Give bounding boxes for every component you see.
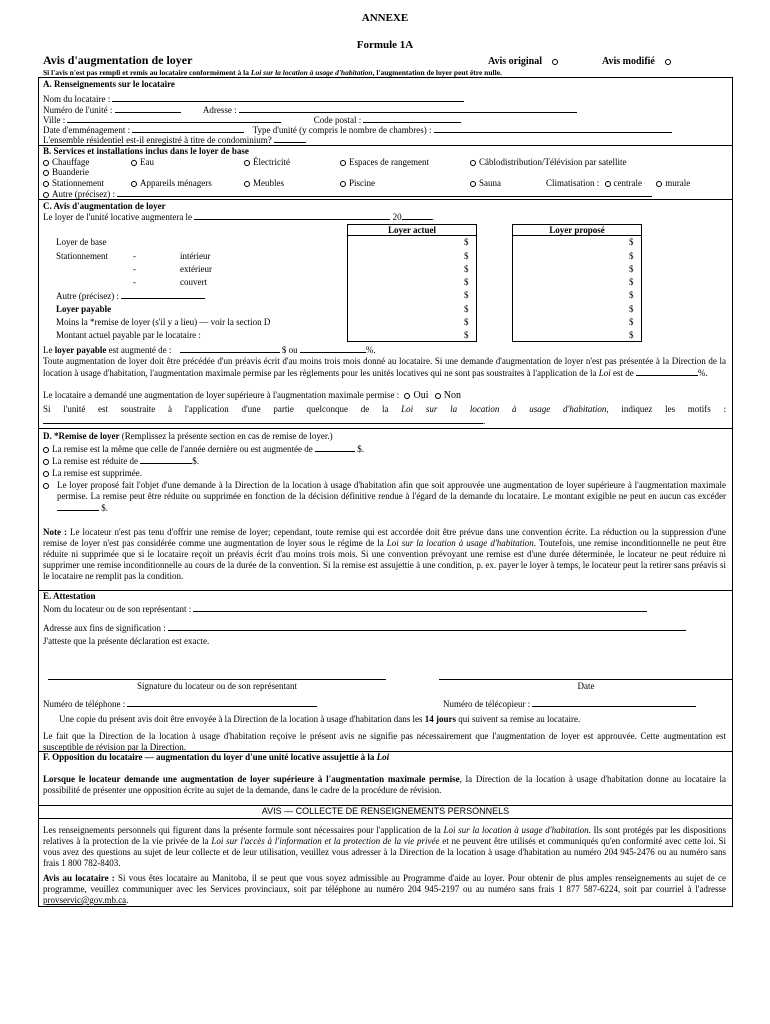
preavis-paragraph bbox=[43, 356, 726, 379]
loyer-propose-dollar-1[interactable]: $ bbox=[629, 251, 634, 261]
centrale-label: centrale bbox=[613, 178, 642, 188]
aug-pct: %. bbox=[365, 345, 376, 355]
avis-p2-text: Si vous êtes locataire au Manitoba, il se peut que vous soyez admissible au Programme d'aide au loyer. Pour obtenir de plus amples renseignements au sujet de ce programme, veuillez communiquer avec les Services provinciaux, soit par téléphone au numéro 204 945-2197 ou au numéro sans frais 1 877 587-6224, soit par courriel à l'adresse bbox=[43, 873, 726, 894]
avis-original-label: Avis original bbox=[488, 56, 542, 67]
remise-opt2[interactable] bbox=[43, 455, 199, 467]
climatisation-label: Climatisation : bbox=[546, 178, 600, 188]
p1-end: est de bbox=[610, 368, 634, 378]
signature-line bbox=[48, 679, 386, 680]
dash: - bbox=[133, 277, 136, 287]
avis-p2-label: Avis au locataire : bbox=[43, 873, 115, 883]
augmentation-percent-field[interactable] bbox=[300, 344, 366, 353]
aug-bold: loyer payable bbox=[54, 345, 107, 355]
augmentation-intro: Le loyer de l'unité locative augmentera le bbox=[43, 212, 193, 222]
loyer-actuel-dollar-3[interactable]: $ bbox=[464, 277, 469, 287]
espaces-radio[interactable] bbox=[340, 160, 346, 166]
annexe-title: ANNEXE bbox=[361, 12, 409, 24]
p1-text: Toute augmentation de loyer doit être précédée d'un préavis écrit d'au moins trois mois donné au locataire. Si une demande d'augmentation de loyer n'est pas présentée à la Direction de la location à usage d'habitation, l'augmentation maximale permise par les règlements pour les unités locatives qui ne sont pas soustraites à l'application de la bbox=[43, 356, 726, 378]
dash: - bbox=[133, 251, 136, 261]
remise-opt3-radio[interactable] bbox=[43, 471, 49, 477]
remise-opt1-radio[interactable] bbox=[43, 447, 49, 453]
adresse-signification-row bbox=[43, 622, 686, 634]
autre-service-radio[interactable] bbox=[43, 192, 49, 198]
espaces-option[interactable] bbox=[340, 157, 429, 168]
avis-p2-end: . bbox=[126, 895, 129, 905]
signature-label: Signature du locateur ou de son représentant bbox=[137, 681, 297, 691]
section-f-title: F. Opposition du locataire — augmentation du loyer d'une unité locative assujettie à la bbox=[43, 752, 377, 762]
eau-option[interactable] bbox=[131, 157, 154, 168]
condo-label: L'ensemble résidentiel est-il enregistré à titre de condominium? bbox=[43, 135, 272, 145]
loyer-propose-dollar-6[interactable]: $ bbox=[629, 317, 634, 327]
murale-label: murale bbox=[665, 178, 691, 188]
augmentation-date-field[interactable] bbox=[194, 211, 390, 220]
remise-opt2-radio[interactable] bbox=[43, 459, 49, 465]
aug-ou: $ ou bbox=[281, 345, 298, 355]
buanderie-option[interactable] bbox=[43, 167, 89, 178]
appareils-label: Appareils ménagers bbox=[140, 178, 212, 188]
espaces-label: Espaces de rangement bbox=[349, 157, 429, 167]
loyer-propose-dollar-7[interactable]: $ bbox=[629, 330, 634, 340]
loyer-actuel-dollar-6[interactable]: $ bbox=[464, 317, 469, 327]
autre-loyer-row bbox=[56, 290, 205, 302]
aug-part: est augmenté de : bbox=[106, 345, 172, 355]
loyer-actuel-dollar-7[interactable]: $ bbox=[464, 330, 469, 340]
remise-opt4-field[interactable] bbox=[57, 502, 99, 511]
appareils-radio[interactable] bbox=[131, 181, 137, 187]
sous-text: Si l'unité est soustraite à l'application d'une partie quelconque de la bbox=[43, 404, 402, 414]
remise-opt2-label: La remise est réduite de bbox=[52, 456, 138, 466]
non-label: Non bbox=[443, 390, 461, 401]
section-b-heading: B. Services et installations inclus dans le loyer de base bbox=[43, 146, 249, 156]
autre-loyer-field[interactable] bbox=[121, 290, 205, 299]
subtitle-part: Si l'avis n'est pas rempli et remis au locataire conformément à la bbox=[43, 68, 251, 77]
avis-paragraph-1 bbox=[43, 825, 726, 869]
section-e-heading: E. Attestation bbox=[43, 591, 96, 601]
subtitle-law: Loi sur la location à usage d'habitation bbox=[250, 68, 373, 77]
loyer-propose-dollar-0[interactable]: $ bbox=[629, 237, 634, 247]
telephone-field[interactable] bbox=[127, 698, 317, 707]
adresse-signification-field[interactable] bbox=[168, 622, 686, 631]
note-text: . Toutefois, une remise inconditionnelle ne peut être réduite ni supprimée que si le locataire reçoit un préavis écrit d'au moins trois mois. Si une convention prévoyant une remise est d'une durée déterminée, le locateur ne peut réduire ni supprimer une remise inconditionnelle au cours de la durée de la convention. Si la remise est assujettie à une condition, p. ex. payer le loyer à temps, le locateur peut la retirer sans préavis si le locataire ne remplit pas la condition. bbox=[43, 538, 726, 581]
sous-text: , indiquez les motifs : bbox=[606, 404, 727, 414]
numero-unite-label: Numéro de l'unité : bbox=[43, 105, 113, 115]
fait-paragraph: Le fait que la Direction de la location à usage d'habitation reçoive le présent avis ne signifie pas nécessairement que l'augmentation de loyer est approuvée. Cette augmentation est susceptible de révision par la Direction. bbox=[43, 731, 726, 752]
ville-label: Ville : bbox=[43, 115, 66, 125]
sauna-radio[interactable] bbox=[470, 181, 476, 187]
augmentation-date-row: Le loyer de l'unité locative augmentera le 20 . bbox=[43, 212, 434, 222]
avis-p1-loi2: Loi sur l'accès à l'information et la protection de la vie privée bbox=[211, 836, 440, 846]
cable-option[interactable] bbox=[470, 157, 626, 168]
loyer-propose-dollar-3[interactable]: $ bbox=[629, 277, 634, 287]
loyer-actuel-dollar-5[interactable]: $ bbox=[464, 304, 469, 314]
radio-circle[interactable] bbox=[43, 483, 49, 489]
subtitle-part: , l'augmentation de loyer peut être nulle. bbox=[372, 68, 502, 77]
divider bbox=[38, 818, 733, 819]
motifs-field[interactable] bbox=[43, 415, 483, 424]
augmentation-amount-field[interactable] bbox=[180, 344, 280, 353]
adresse-label: Adresse : bbox=[202, 105, 237, 115]
stationnement-label: Stationnement bbox=[56, 251, 108, 261]
loyer-propose-dollar-4[interactable]: $ bbox=[629, 290, 634, 300]
p1-pct: %. bbox=[697, 368, 708, 378]
ville-field[interactable] bbox=[67, 114, 281, 123]
chauffage-radio[interactable] bbox=[43, 160, 49, 166]
piscine-label: Piscine bbox=[349, 178, 375, 188]
exterieur-label: extérieur bbox=[180, 264, 212, 274]
telecopieur-label: Numéro de télécopieur : bbox=[443, 699, 531, 709]
avis-original-radio[interactable] bbox=[552, 59, 558, 65]
code-postal-label: Code postal : bbox=[313, 115, 362, 125]
cable-label: Câblodistribution/Télévision par satellite bbox=[479, 157, 627, 167]
avis-p1-text: Les renseignements personnels qui figurent dans la présente formule sont nécessaires pour l'application de la bbox=[43, 825, 444, 835]
copie-text bbox=[59, 714, 580, 725]
year-prefix: 20 bbox=[392, 212, 402, 222]
interieur-label: intérieur bbox=[180, 251, 211, 261]
type-unite-label: Type d'unité (y compris le nombre de chambres) : bbox=[252, 125, 432, 135]
loyer-actuel-header: Loyer actuel bbox=[387, 225, 437, 235]
adresse-field[interactable] bbox=[239, 104, 577, 113]
section-d-title: D. *Remise de loyer bbox=[43, 431, 120, 441]
remise-label: Moins la *remise de loyer (s'il y a lieu) — voir la section D bbox=[56, 317, 271, 327]
demande-row bbox=[43, 390, 461, 401]
sous-loi: Loi sur la location à usage d'habitation bbox=[401, 404, 607, 414]
eau-label: Eau bbox=[140, 157, 154, 167]
electricite-radio[interactable] bbox=[244, 160, 250, 166]
condo-field[interactable] bbox=[274, 134, 306, 143]
section-d-heading bbox=[43, 431, 333, 442]
telecopieur-field[interactable] bbox=[532, 698, 696, 707]
form-title: Avis d'augmentation de loyer bbox=[43, 53, 193, 67]
adresse-signification-label: Adresse aux fins de signification : bbox=[43, 623, 166, 633]
avis-modifie-radio[interactable] bbox=[665, 59, 671, 65]
note-loi: Loi sur la location à usage d'habitation bbox=[386, 538, 534, 548]
remise-opt2-end: $. bbox=[192, 456, 199, 466]
remise-opt1-end: $. bbox=[357, 444, 364, 454]
chauffage-label: Chauffage bbox=[52, 157, 90, 167]
montant-actuel-label: Montant actuel payable par le locataire : bbox=[56, 330, 201, 340]
telephone-row bbox=[43, 698, 317, 710]
eau-radio[interactable] bbox=[131, 160, 137, 166]
telephone-label: Numéro de téléphone : bbox=[43, 699, 126, 709]
augmentation-max-field[interactable] bbox=[636, 367, 698, 376]
electricite-label: Électricité bbox=[253, 157, 290, 167]
section-d-note: (Remplissez la présente section en cas de remise de loyer.) bbox=[119, 431, 333, 441]
opposition-text: , la Direction de la location à usage d'habitation donne au locataire la possibilité de présenter une opposition écrite au sujet de la demande, dans le cadre de la procédure de révision. bbox=[43, 774, 726, 795]
loyer-propose-header: Loyer proposé bbox=[549, 225, 605, 235]
oui-radio[interactable] bbox=[404, 393, 410, 399]
note-label: Note : bbox=[43, 527, 67, 537]
remise-opt3[interactable] bbox=[43, 468, 142, 479]
section-f-loi: Loi bbox=[376, 752, 390, 762]
loyer-propose-dollar-5[interactable]: $ bbox=[629, 304, 634, 314]
sauna-label: Sauna bbox=[479, 178, 501, 188]
date-emmenagement-label: Date d'emménagement : bbox=[43, 125, 131, 135]
avis-heading: AVIS — COLLECTE DE RENSEIGNEMENTS PERSONNELS bbox=[261, 806, 510, 816]
numero-unite-field[interactable] bbox=[115, 104, 181, 113]
copie-part: Une copie du présent avis doit être envoyée à la Direction de la location à usage d'habitation dans les bbox=[59, 714, 425, 724]
remise-opt4-label: Le loyer proposé fait l'objet d'une demande à la Direction de la location à usage d'habitation afin que soit approuvée une augmentation de loyer supérieure à l'augmentation maximale permise. La remise peut être réduite ou supprimée en fonction de la décision définitive rendue à l'égard de la demande du locataire. Le montant exigible ne peut en aucun cas excéder bbox=[57, 480, 726, 501]
autre-loyer-label: Autre (précisez) : bbox=[56, 291, 119, 301]
piscine-radio[interactable] bbox=[340, 181, 346, 187]
electricite-option[interactable] bbox=[244, 157, 290, 168]
aug-part: Le bbox=[43, 345, 55, 355]
remise-opt1[interactable] bbox=[43, 443, 364, 455]
remise-opt1-field[interactable] bbox=[315, 443, 355, 452]
loyer-base-label: Loyer de base bbox=[56, 237, 107, 247]
note-text: Le locateur n'est pas tenu d'offrir une remise de loyer; cependant, toute remise qui est accordée doit être prévue dans une convention écrite. La réduction ou la suppression d'une remise de loyer n'est pas considérée comme une augmentation de loyer sous le régime de la bbox=[43, 527, 726, 548]
divider bbox=[38, 590, 733, 591]
date-line bbox=[439, 679, 733, 680]
buanderie-label: Buanderie bbox=[52, 167, 89, 177]
loyer-actuel-dollar-1[interactable]: $ bbox=[464, 251, 469, 261]
meubles-label: Meubles bbox=[253, 178, 284, 188]
avis-p1-loi: Loi sur la location à usage d'habitation bbox=[443, 825, 589, 835]
date-emmenagement-field[interactable] bbox=[132, 124, 244, 133]
couvert-label: couvert bbox=[180, 277, 207, 287]
non-radio[interactable] bbox=[435, 393, 441, 399]
formule-title: Formule 1A bbox=[356, 39, 414, 51]
atteste-text: J'atteste que la présente déclaration est exacte. bbox=[43, 636, 210, 646]
note-paragraph bbox=[43, 527, 726, 582]
meubles-radio[interactable] bbox=[244, 181, 250, 187]
loyer-actuel-dollar-0[interactable]: $ bbox=[464, 237, 469, 247]
remise-opt4-radio[interactable] bbox=[43, 480, 52, 491]
murale-radio[interactable] bbox=[656, 181, 662, 187]
remise-opt4 bbox=[57, 480, 726, 514]
section-c-heading: C. Avis d'augmentation de loyer bbox=[43, 201, 166, 211]
copie-bold: 14 jours bbox=[424, 714, 456, 724]
nom-locataire-field[interactable] bbox=[112, 93, 464, 102]
autre-service-field[interactable] bbox=[117, 188, 652, 197]
nom-locateur-label: Nom du locateur ou de son représentant : bbox=[43, 604, 192, 614]
loyer-actuel-column bbox=[347, 224, 477, 342]
dash: - bbox=[133, 264, 136, 274]
avis-modifie-label: Avis modifié bbox=[602, 56, 655, 67]
remise-opt3-label: La remise est supprimée. bbox=[52, 468, 142, 478]
avis-original-option[interactable] bbox=[488, 56, 561, 67]
nom-locateur-field[interactable] bbox=[193, 603, 647, 612]
opposition-bold: Lorsque le locateur demande une augmentation de loyer supérieure à l'augmentation maximale permise bbox=[43, 774, 460, 784]
remise-opt4-end: $. bbox=[101, 503, 108, 513]
cable-radio[interactable] bbox=[470, 160, 476, 166]
divider bbox=[38, 428, 733, 429]
remise-opt1-label: La remise est la même que celle de l'année dernière ou est augmentée de bbox=[52, 444, 313, 454]
loyer-actuel-dollar-4[interactable]: $ bbox=[464, 290, 469, 300]
year-field[interactable] bbox=[402, 211, 432, 220]
telecopieur-row bbox=[443, 698, 696, 710]
oui-label: Oui bbox=[413, 390, 429, 401]
avis-paragraph-2 bbox=[43, 873, 726, 906]
loyer-propose-dollar-2[interactable]: $ bbox=[629, 264, 634, 274]
augmentation-row bbox=[43, 344, 376, 356]
copie-part: qui suivent sa remise au locataire. bbox=[456, 714, 581, 724]
avis-p1-text: et ne peuvent être utilisés et communiqués qu'en conformité avec cette loi. Si vous avez des questions au sujet de leur collecte et de leur utilisation, veuillez vous adresser à la Direction de la location à usage d'habitation au numéro 204 945-2476 ou au numéro sans frais 1 800 782-8403. bbox=[43, 836, 726, 868]
avis-modifie-option[interactable] bbox=[602, 56, 674, 67]
loyer-propose-column bbox=[512, 224, 642, 342]
stationnement-label: Stationnement bbox=[52, 178, 104, 188]
section-f-heading bbox=[43, 752, 389, 763]
p1-loi: Loi bbox=[598, 368, 611, 378]
avis-p1-text: . Ils sont protégés par les dispositions relatives à la protection de la vie privée de la bbox=[43, 825, 726, 846]
email-link[interactable]: provservic@gov.mb.ca bbox=[43, 895, 127, 905]
loyer-actuel-dollar-2[interactable]: $ bbox=[464, 264, 469, 274]
nom-locateur-row bbox=[43, 603, 647, 615]
soustraite-paragraph: Si l'unité est soustraite à l'application d'une partie quelconque de la Loi sur la location à usage d'habitation, indiquez les motifs : . bbox=[43, 404, 727, 426]
stationnement-radio[interactable] bbox=[43, 181, 49, 187]
date-label: Date bbox=[577, 681, 595, 691]
nom-locataire-label: Nom du locataire : bbox=[43, 94, 111, 104]
section-a-heading: A. Renseignements sur le locataire bbox=[43, 79, 175, 89]
autre-service-label: Autre (précisez) : bbox=[52, 189, 115, 199]
remise-opt2-field[interactable] bbox=[140, 455, 192, 464]
demande-label: Le locataire a demandé une augmentation de loyer supérieure à l'augmentation maximale permise : bbox=[43, 390, 400, 400]
centrale-radio[interactable] bbox=[605, 181, 611, 187]
opposition-paragraph bbox=[43, 774, 726, 796]
divider bbox=[38, 199, 733, 200]
loyer-payable-label: Loyer payable bbox=[56, 304, 112, 314]
buanderie-radio[interactable] bbox=[43, 170, 49, 176]
code-postal-field[interactable] bbox=[363, 114, 461, 123]
type-unite-field[interactable] bbox=[434, 124, 672, 133]
